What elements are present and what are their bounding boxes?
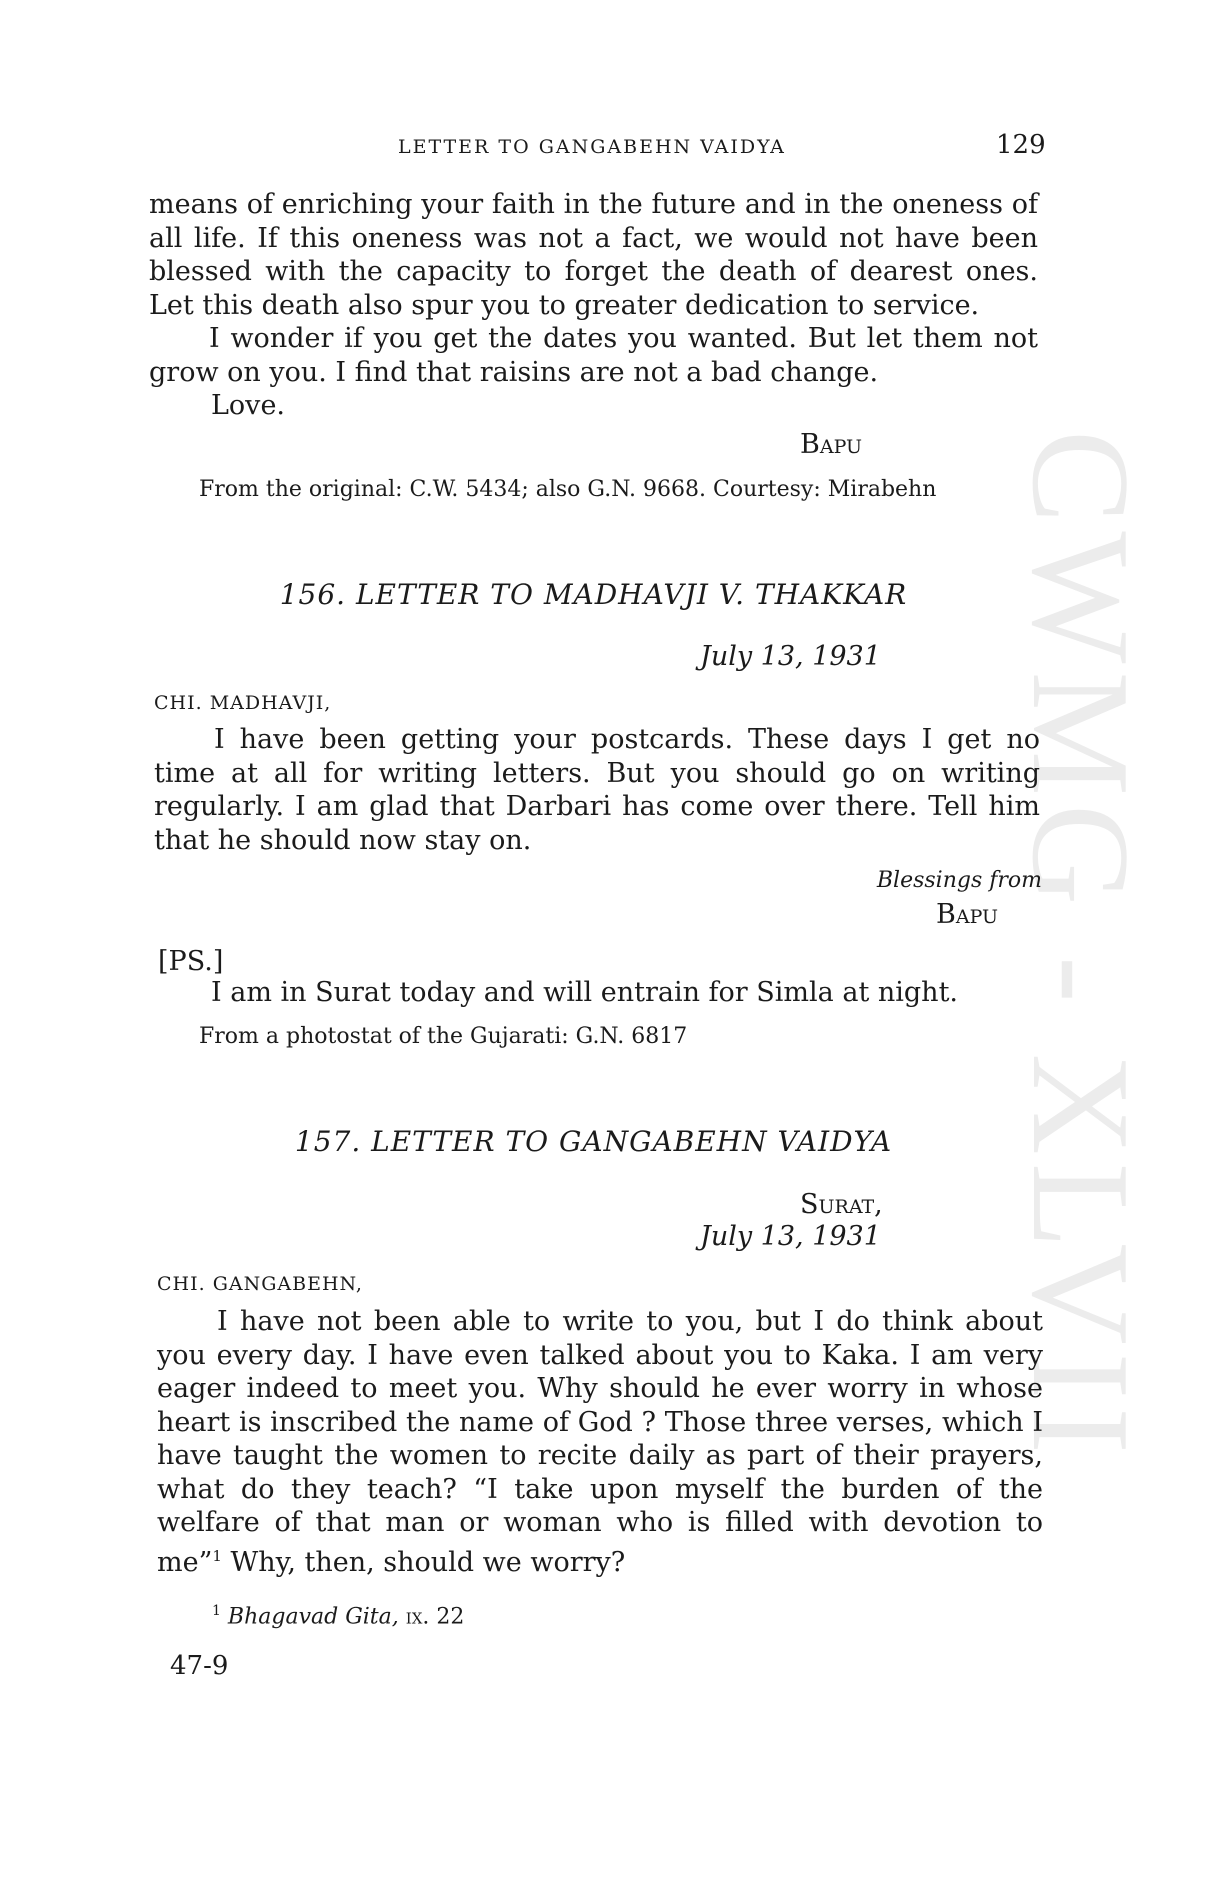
footnote-reference: 1 [212, 1546, 222, 1565]
continuation-signature: Bapu [800, 429, 863, 460]
footnote [212, 1603, 464, 1629]
watermark: CWMG - XLVII [1003, 430, 1158, 1462]
continuation-paragraph-2: I wonder if you get the dates you wanted. But let them not grow on you. I find that raisins are not a bad change. [149, 323, 1038, 388]
letter-156-date: July 13, 1931 [700, 641, 881, 672]
letter-157-body-end: Why, then, should we worry? [221, 1546, 626, 1578]
letter-157-date: July 13, 1931 [700, 1221, 881, 1252]
letter-157-heading: 157. LETTER TO GANGABEHN VAIDYA [294, 1125, 893, 1158]
continuation-closing: Love. [211, 390, 285, 421]
page-number: 129 [996, 130, 1046, 160]
letter-157-body-text: I have not been able to write to you, but I do think about you every day. I have even talked about you to Kaka. I am very eager indeed to meet you. Why should he ever worry in whose heart is inscribed the name of God ? Those three verses, which I have taught the women to recite daily as part of their prayers, what do they teach? “I take upon myself the burden of the welfare of that man or woman who is filled with devotion to me” [157, 1306, 1043, 1578]
footnote-marker: 1 [212, 1603, 221, 1619]
letter-157-salutation: CHI. GANGABEHN, [157, 1273, 363, 1295]
letter-156-source: From a photostat of the Gujarati: G.N. 6817 [199, 1024, 688, 1049]
footnote-title: Bhagavad Gita, [227, 1604, 399, 1630]
letter-157-body [157, 1305, 1043, 1579]
letter-156-ps-text: I am in Surat today and will entrain for Simla at night. [211, 977, 959, 1008]
letter-156-ps-label: [PS.] [158, 946, 224, 977]
letter-156-body: I have been getting your postcards. These days I get no time at all for writing letters. But you should go on writing regularly. I am glad that Darbari has come over there. Tell him that he should now stay on. [154, 724, 1040, 856]
running-title: LETTER TO GANGABEHN VAIDYA [398, 136, 786, 158]
footnote-ref: ix. 22 [405, 1604, 465, 1630]
continuation-source: From the original: C.W. 5434; also G.N. 9668. Courtesy: Mirabehn [199, 477, 937, 502]
letter-156-closing: Blessings from [876, 868, 1042, 893]
continuation-paragraph-1: means of enriching your faith in the future and in the oneness of all life. If this oneness was not a fact, we would not have been blessed with the capacity to forget the death of dearest ones. Let this death also spur you to greater dedication to service. [149, 189, 1038, 321]
letter-157-place: Surat, [800, 1189, 883, 1220]
letter-156-signature: Bapu [936, 899, 999, 930]
letter-156-salutation: CHI. MADHAVJI, [154, 692, 332, 714]
letter-156-heading: 156. LETTER TO MADHAVJI V. THAKKAR [279, 578, 908, 611]
signature-mark: 47-9 [170, 1651, 229, 1681]
